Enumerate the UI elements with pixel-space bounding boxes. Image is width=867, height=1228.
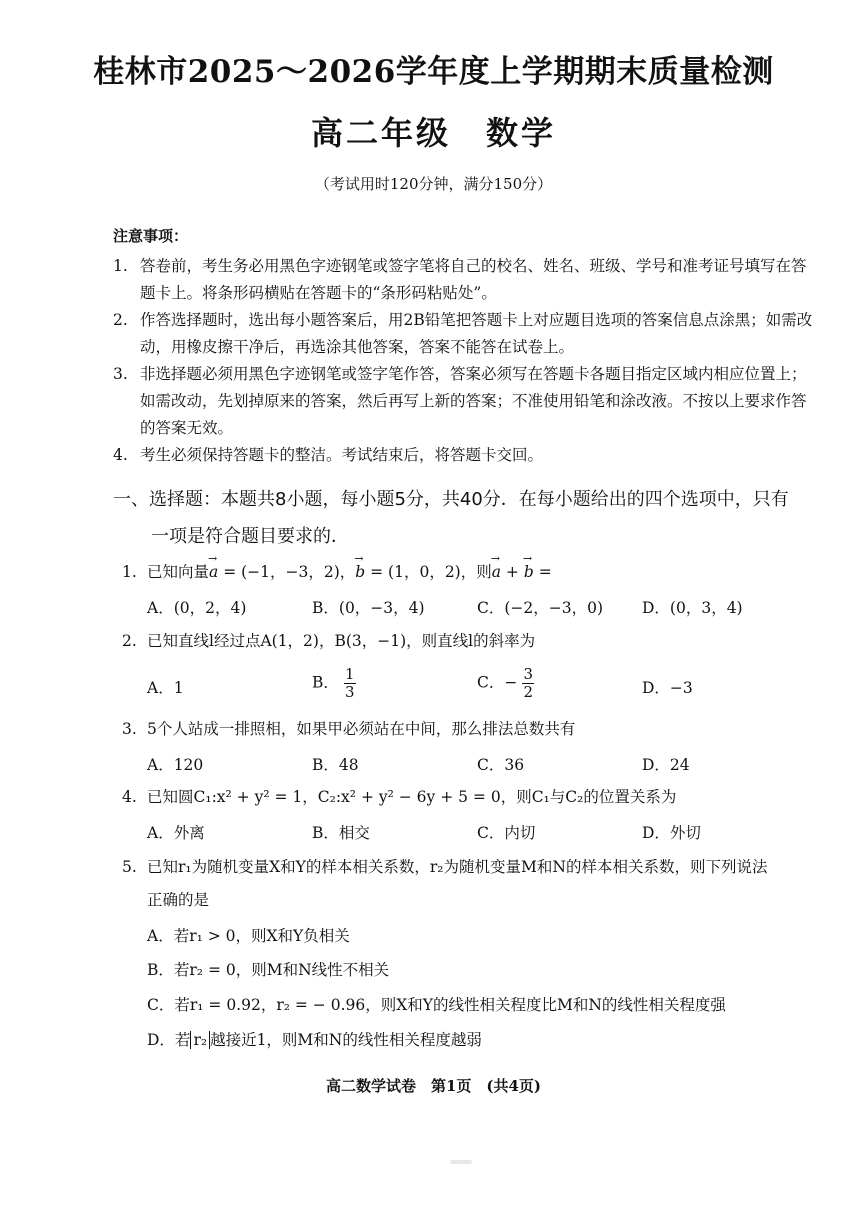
option-d: D．24 — [642, 756, 690, 774]
question-1-stem — [122, 561, 552, 583]
notice-item-number: 3. — [113, 365, 128, 383]
option-label: C．− — [477, 673, 518, 692]
stem-text: 已知r₁为随机变量X和Y的样本相关系数，r₂为随机变量M和N的样本相关系数，则下列说法 — [147, 858, 768, 876]
notice-title: 注意事项： — [113, 227, 189, 245]
section-heading — [113, 481, 823, 555]
option-c: C．若r₁ = 0.92，r₂ = − 0.96，则X和Y的线性相关程度比M和N的线性相关程度强 — [147, 996, 726, 1014]
vector-a: → a — [209, 561, 218, 583]
exam-duration: （考试用时120分钟，满分150分） — [314, 175, 553, 193]
option-text: 越接近1，则M和N的线性相关程度越弱 — [210, 1031, 482, 1049]
option-c: C．36 — [477, 756, 525, 774]
option-a: A．若r₁ > 0，则X和Y负相关 — [147, 927, 350, 945]
notice-item-number: 2. — [113, 311, 128, 329]
question-3-stem — [122, 718, 575, 740]
option-c: C．(−2，−3，0) — [477, 599, 604, 617]
fraction — [344, 666, 356, 701]
question-4-stem — [122, 786, 676, 808]
notice-item-number: 4. — [113, 446, 128, 464]
option-label: D．若 — [147, 1031, 191, 1049]
option-b: B．48 — [312, 756, 359, 774]
option-b: B．相交 — [312, 824, 370, 842]
question-number: 5. — [122, 858, 137, 876]
stem-text: 已知直线l经过点A(1，2)，B(3，−1)，则直线l的斜率为 — [147, 632, 536, 650]
option-a: A．(0，2，4) — [147, 599, 247, 617]
option-a: A．外离 — [147, 824, 205, 842]
option-b: B．若r₂ = 0，则M和N线性不相关 — [147, 961, 390, 979]
option-b — [312, 666, 356, 701]
exam-title: 桂林市2025～2026学年度上学期期末质量检测 — [93, 54, 774, 90]
absolute-value: r₂ — [190, 1031, 210, 1049]
notice-item — [113, 361, 813, 442]
section-heading-line1: 一、选择题：本题共8小题，每小题5分，共40分．在每小题给出的四个选项中，只有 — [113, 489, 789, 510]
denominator: 3 — [345, 683, 355, 701]
question-1-options — [147, 596, 827, 620]
notice-item-text: 非选择题必须用黑色字迹钢笔或签字笔作答，答案必须写在答题卡各题目指定区域内相应位置上；如需改动，先划掉原来的答案，然后再写上新的答案；不准使用铅笔和涂改液。不按以上要求作答的答案无效。 — [140, 365, 807, 437]
scan-smudge — [450, 1160, 472, 1164]
vector-b: → b — [355, 561, 365, 583]
vector-a-value: = (−1，−3，2)， — [218, 563, 356, 581]
question-number: 2. — [122, 632, 137, 650]
vector-b-value: = (1，0，2)，则 — [365, 563, 492, 581]
question-number: 3. — [122, 720, 137, 738]
question-5-stem — [122, 856, 767, 878]
page-footer: 高二数学试卷 第1页 (共4页) — [325, 1077, 542, 1095]
notice-item — [113, 307, 813, 361]
option-c: C．内切 — [477, 824, 536, 842]
stem-text: 5个人站成一排照相，如果甲必须站在中间，那么排法总数共有 — [147, 720, 576, 738]
notice-item-number: 1. — [113, 257, 128, 275]
vector-b: → b — [524, 561, 534, 583]
vector-a: → a — [492, 561, 501, 583]
option-d: D．外切 — [642, 824, 701, 842]
notice-item — [113, 442, 813, 469]
numerator: 1 — [345, 665, 355, 683]
option-b: B．(0，−3，4) — [312, 599, 425, 617]
numerator: 3 — [523, 665, 534, 683]
question-2-options — [147, 666, 827, 706]
option-a: A．1 — [147, 679, 184, 697]
option-d: D．−3 — [642, 679, 693, 697]
question-5-stem-line2: 正确的是 — [147, 891, 210, 909]
option-d — [147, 1028, 482, 1050]
question-number: 1. — [122, 563, 137, 581]
option-a: A．120 — [147, 756, 204, 774]
option-c — [477, 666, 534, 701]
stem-text: 已知向量 — [147, 563, 210, 581]
question-3-options — [147, 753, 827, 777]
option-d: D．(0，3，4) — [642, 599, 743, 617]
notice-item-text: 答卷前，考生务必用黑色字迹钢笔或签字笔将自己的校名、姓名、班级、学号和准考证号填写在答题卡上。将条形码横贴在答题卡的“条形码粘贴处”。 — [140, 257, 807, 302]
notice-item — [113, 253, 813, 307]
option-label: B． — [312, 673, 339, 692]
section-heading-line2: 一项是符合题目要求的． — [151, 526, 349, 547]
stem-text: 已知圆C₁:x² + y² = 1，C₂:x² + y² − 6y + 5 = 0，则C₁与C₂的位置关系为 — [147, 788, 677, 806]
equals-sign: = — [533, 563, 552, 581]
plus-sign: + — [500, 563, 524, 581]
question-2-stem — [122, 630, 535, 652]
notice-list — [113, 253, 813, 469]
notice-item-text: 作答选择题时，选出每小题答案后，用2B铅笔把答题卡上对应题目选项的答案信息点涂黑；如需改动，用橡皮擦干净后，再选涂其他答案，答案不能答在试卷上。 — [140, 311, 813, 356]
question-4-options — [147, 821, 827, 845]
fraction — [522, 666, 534, 701]
denominator: 2 — [523, 683, 534, 701]
notice-item-text: 考生必须保持答题卡的整洁。考试结束后，将答题卡交回。 — [140, 446, 544, 464]
question-number: 4. — [122, 788, 137, 806]
exam-subtitle: 高二年级 数学 — [310, 114, 556, 152]
